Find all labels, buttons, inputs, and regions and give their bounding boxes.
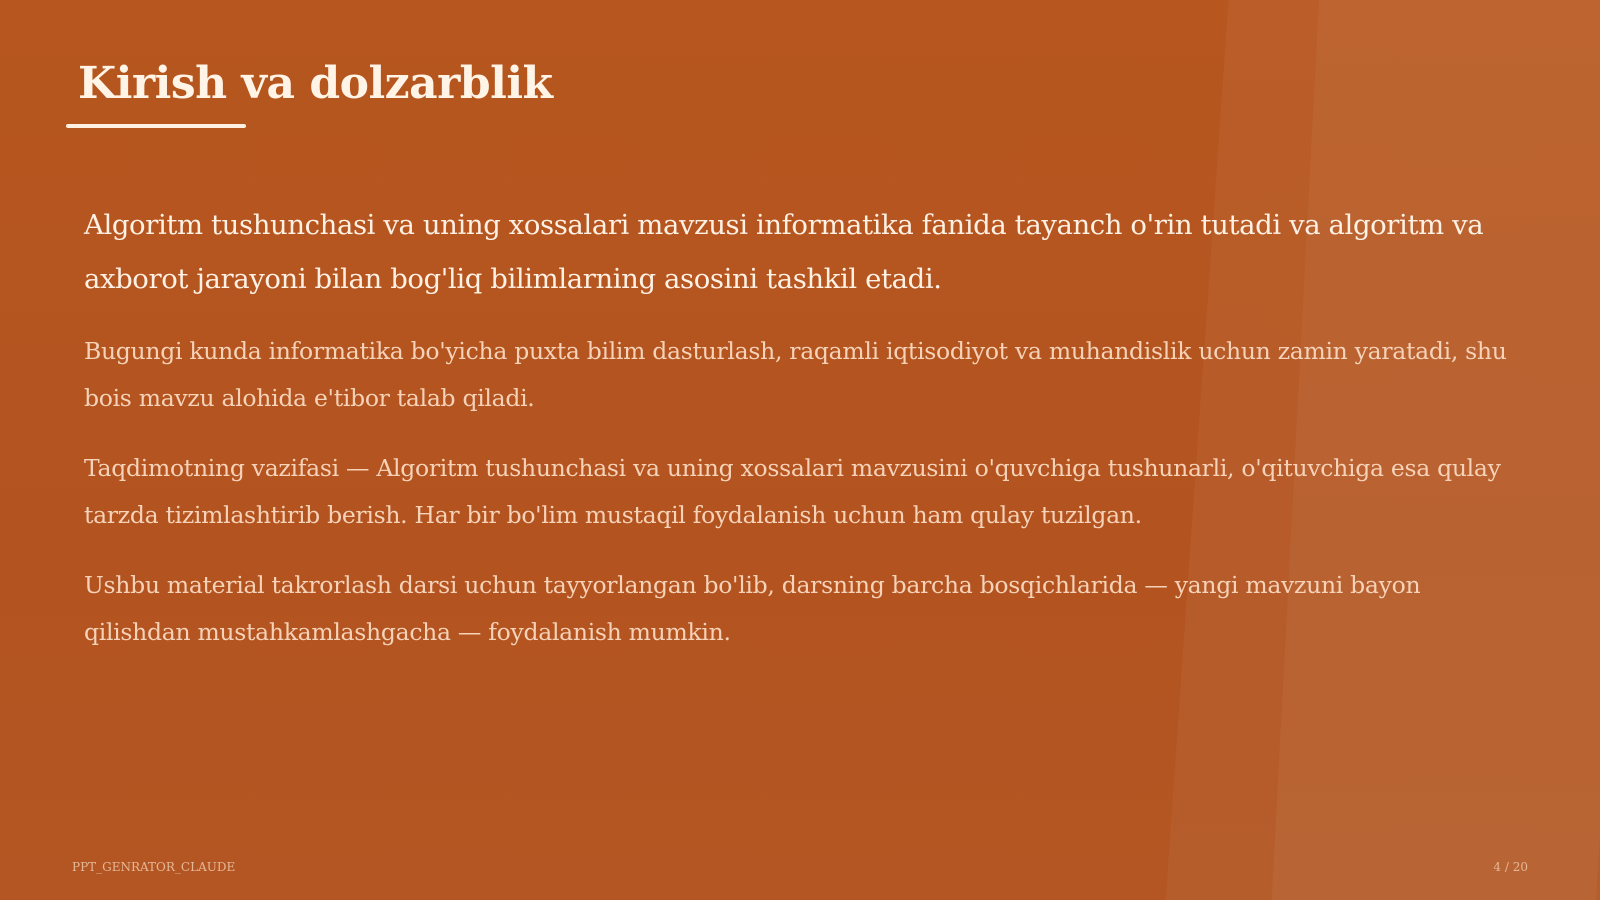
title-underline [66,124,246,128]
body-paragraph: Bugungi kunda informatika bo'yicha puxta bilim dasturlash, raqamli iqtisodiyot va muhandislik uchun zamin yaratadi, shu bois mavzu alohida e'tibor talab qiladi. [84,337,1507,412]
body-paragraph: Ushbu material takrorlash darsi uchun tayyorlangan bo'lib, darsning barcha bosqichlarida — yangi mavzuni bayon qilishdan mustahkamlashgacha — foydalanish mumkin. [84,571,1421,646]
slide-content [84,198,1524,679]
body-paragraph: Taqdimotning vazifasi — Algoritm tushunchasi va uning xossalari mavzusini o'quvchiga tushunarli, o'qituvchiga esa qulay tarzda tizimlashtirib berish. Har bir bo'lim mustaqil foydalanish uchun ham qulay tuzilgan. [84,454,1501,529]
footer-brand: PPT_GENRATOR_CLAUDE [72,860,236,874]
slide-title: Kirish va dolzarblik [78,58,553,109]
lead-paragraph: Algoritm tushunchasi va uning xossalari mavzusi informatika fanida tayanch o'rin tutadi va algoritm va axborot jarayoni bilan bog'liq bilimlarning asosini tashkil etadi. [84,209,1484,295]
page-number: 4 / 20 [1493,860,1528,874]
